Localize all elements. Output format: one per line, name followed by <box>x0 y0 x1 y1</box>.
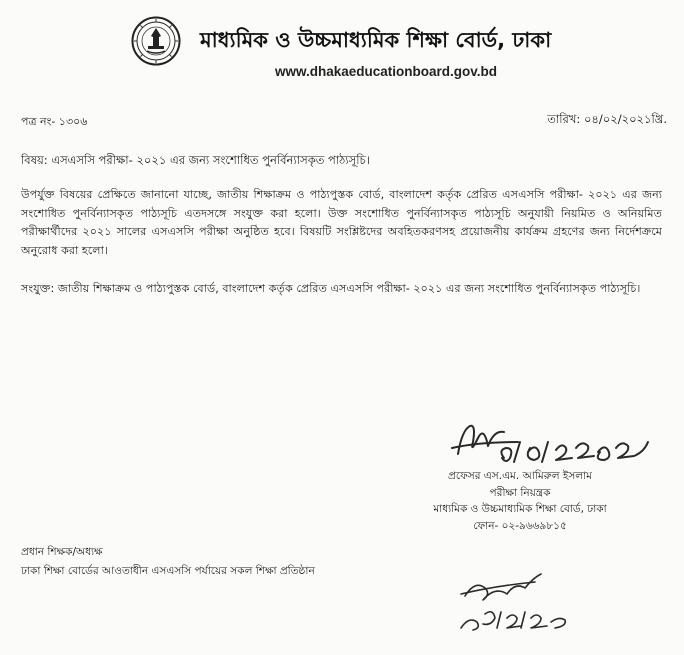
handwritten-initials <box>455 566 585 636</box>
enclosure-note: সংযুক্ত: জাতীয় শিক্ষাক্রম ও পাঠ্যপুস্তক বোর্ড, বাংলাদেশ কর্তৃক প্রেরিত এসএসসি পরীক্ষা- ২০২১ এর জন্য সংশোধিত পুনর্বিন্যাসকৃত পাঠ্যসূচি। <box>21 282 641 295</box>
website-url: www.dhakaeducationboard.gov.bd <box>275 64 498 79</box>
body-paragraph: উপর্যুক্ত বিষয়ের প্রেক্ষিতে জানানো যাচ্ছে, জাতীয় শিক্ষাক্রম ও পাঠ্যপুস্তক বোর্ড, বাংলাদেশ কর্তৃক প্রেরিত এসএসসি পরীক্ষা- ২০২১ এর জন্য সংশোধিত পুনর্বিন্যাসকৃত পাঠ্যসূচি এতদসঙ্গে সংযুক্ত করা হলো। উক্ত সংশোধিত পুনর্বিন্যাসকৃত পাঠ্যসূচি অনুযায়ী নিয়মিত ও অনিয়মিত পরীক্ষার্থীদের ২০২১ সালের এসএসসি পরীক্ষা অনুষ্ঠিত হবে। বিষয়টি সংশ্লিষ্টদের অবহিতকরণসহ প্রয়োজনীয় কার্যক্রম গ্রহণের জন্য নির্দেশক্রমে অনুরোধ করা হলো। <box>21 188 662 257</box>
organization-name: মাধ্যমিক ও উচ্চমাধ্যমিক শিক্ষা বোর্ড, ঢাকা <box>200 28 552 52</box>
memo-number: পত্র নং- ১৩০৬ <box>21 115 88 128</box>
subject-line: বিষয়: এসএসসি পরীক্ষা- ২০২১ এর জন্য সংশোধিত পুনর্বিন্যাসকৃত পাঠ্যসূচি। <box>21 153 370 167</box>
signatory-phone: ফোন- ০২-৯৬৬৯৮১৫ <box>473 519 567 532</box>
signature-block <box>405 468 635 534</box>
recipient-institutions: ঢাকা শিক্ষা বোর্ডের আওতাধীন এসএসসি পর্যায়ের সকল শিক্ষা প্রতিষ্ঠান <box>21 565 315 577</box>
handwritten-signature <box>448 412 658 472</box>
memo-date: তারিখ: ০৪/০২/২০২১খ্রি. <box>547 112 667 126</box>
signatory-office: মাধ্যমিক ও উচ্চমাধ্যমিক শিক্ষা বোর্ড, ঢাকা <box>433 503 607 516</box>
signatory-designation: পরীক্ষা নিয়ন্ত্রক <box>489 486 551 499</box>
board-seal-logo <box>131 16 181 66</box>
signatory-name: প্রফেসর এস.এম. আমিরুল ইসলাম <box>448 470 592 482</box>
recipient-title: প্রধান শিক্ষক/অধ্যক্ষ <box>21 546 103 558</box>
